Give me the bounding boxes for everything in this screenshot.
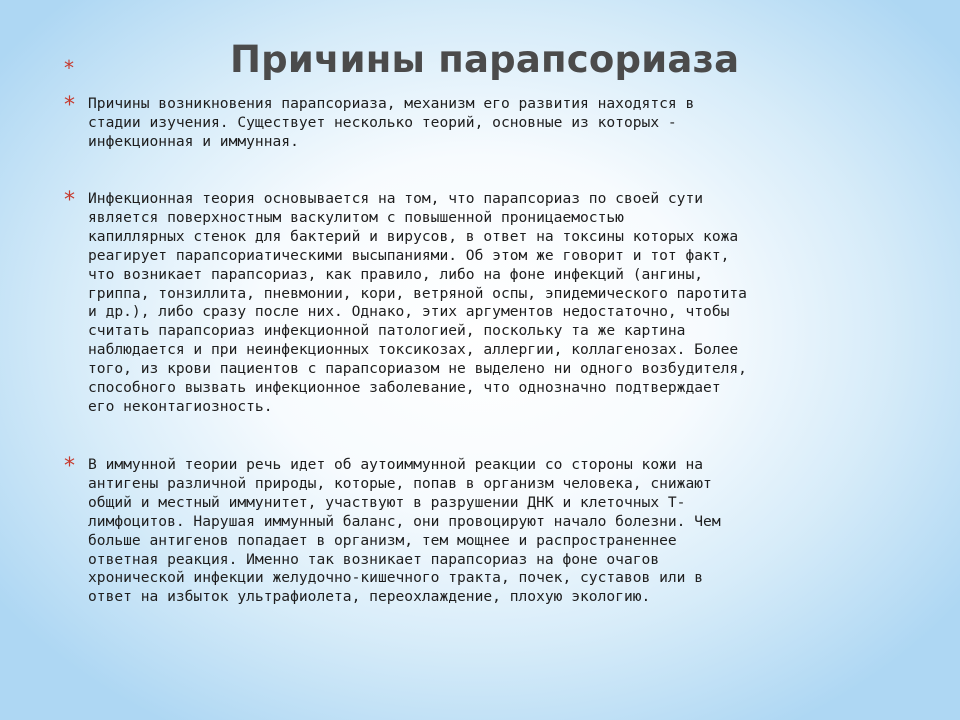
text-line: капиллярных стенок для бактерий и вирусов, в ответ на токсины которых кожа bbox=[88, 227, 739, 245]
text-line: стадии изучения. Существует несколько теорий, основные из которых - bbox=[88, 113, 677, 131]
text-line: антигены различной природы, которые, попав в организм человека, снижают bbox=[88, 474, 712, 492]
text-line: его неконтагиозность. bbox=[88, 397, 273, 415]
text-line: больше антигенов попадает в организм, тем мощнее и распространеннее bbox=[88, 531, 677, 549]
text-line: Причины возникновения парапсориаза, механизм его развития находятся в bbox=[88, 95, 695, 112]
text-line: наблюдается и при неинфекционных токсикозах, аллергии, коллагенозах. Более bbox=[88, 341, 739, 359]
text-line: общий и местный иммунитет, участвуют в разрушении ДНК и клеточных Т- bbox=[88, 493, 686, 511]
text-line: способного вызвать инфекционное заболевание, что однозначно подтверждает bbox=[88, 379, 721, 397]
text-line: хронической инфекции желудочно-кишечного тракта, почек, суставов или в bbox=[88, 569, 704, 587]
text-line: лимфоцитов. Нарушая иммунный баланс, они провоцируют начало болезни. Чем bbox=[88, 512, 721, 530]
text-line: считать парапсориаз инфекционной патологией, поскольку та же картина bbox=[88, 322, 686, 340]
text-line: является поверхностным васкулитом с повышенной проницаемостью bbox=[88, 208, 624, 226]
bullet-asterisk: * bbox=[64, 188, 75, 213]
paragraph-text bbox=[88, 190, 884, 417]
paragraph-text bbox=[88, 95, 884, 152]
text-line: Инфекционная теория основывается на том, что парапсориаз по своей сути bbox=[88, 190, 704, 207]
paragraph-text bbox=[88, 456, 884, 607]
text-line: ответная реакция. Именно так возникает парапсориаз на фоне очагов bbox=[88, 550, 660, 568]
bullet-asterisk: * bbox=[64, 93, 75, 118]
bullet-asterisk: * bbox=[64, 454, 75, 479]
title-row bbox=[64, 38, 904, 98]
text-line: В иммунной теории речь идет об аутоиммунной реакции со стороны кожи на bbox=[88, 456, 704, 473]
bullet-asterisk: * bbox=[64, 56, 74, 80]
text-line: реагирует парапсориатическими высыпаниями. Об этом же говорит и тот факт, bbox=[88, 246, 730, 264]
slide-title: Причины парапсориаза bbox=[230, 38, 740, 81]
text-line: ответ на избыток ультрафиолета, переохлаждение, плохую экологию. bbox=[88, 588, 651, 606]
text-line: что возникает парапсориаз, как правило, либо на фоне инфекций (ангины, bbox=[88, 265, 704, 283]
text-line: и др.), либо сразу после них. Однако, этих аргументов недостаточно, чтобы bbox=[88, 303, 730, 321]
text-line: гриппа, тонзиллита, пневмонии, кори, ветряной оспы, эпидемического паротита bbox=[88, 284, 747, 302]
text-line: инфекционная и иммунная. bbox=[88, 132, 299, 150]
text-line: того, из крови пациентов с парапсориазом не выделено ни одного возбудителя, bbox=[88, 360, 747, 378]
